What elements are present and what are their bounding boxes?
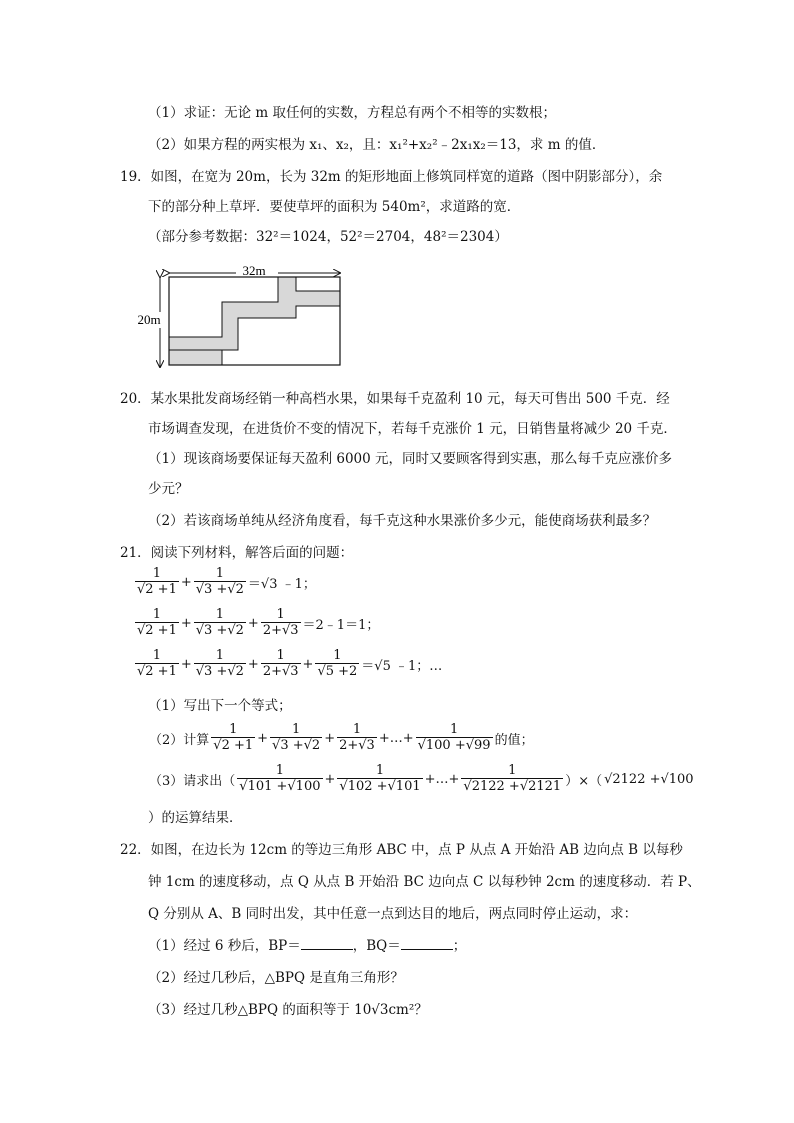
answer-blank-bq — [401, 937, 453, 950]
q18-part2: （2）如果方程的两实根为 x₁、x₂，且：x₁²+x₂²﹣2x₁x₂＝13，求 m 的值． — [148, 137, 606, 153]
q22-part1: （1）经过 6 秒后，BP＝ ，BQ＝ ； — [148, 938, 467, 954]
fraction: $\frac{1}{√2 +1}$ — [137, 607, 177, 638]
height-label: 20m — [137, 312, 161, 327]
q20-line1: 20．某水果批发商场经销一种高档水果，如果每千克盈利 10 元，每天可售出 500 千克．经 — [120, 391, 670, 407]
q21-eq1: $\frac{1}{√2 +1}$ + $\frac{1}{√3 +√2}$ ＝√3 ﹣1； — [137, 566, 316, 597]
q21-eq2: $\frac{1}{√2 +1}$ + $\frac{1}{√3 +√2}$ + $\frac{1}{2+√3}$ ＝2﹣1＝1； — [137, 607, 380, 638]
fraction: $\frac{1}{2+√3}$ — [339, 722, 375, 753]
q22-part2: （2）经过几秒后，△BPQ 是直角三角形？ — [148, 970, 404, 986]
q18-part1: （1）求证：无论 m 取任何的实数，方程总有两个不相等的实数根； — [148, 105, 556, 121]
fraction: $\frac{1}{√2122 +√2121}$ — [463, 763, 562, 794]
q21-eq3: $\frac{1}{√2 +1}$ + $\frac{1}{√3 +√2}$ + $\frac{1}{2+√3}$ + $\frac{1}{√5 +2}$ ＝√5 ﹣1；… — [137, 648, 443, 679]
fraction: $\frac{1}{√5 +2}$ — [317, 648, 358, 679]
q21-intro: 21．阅读下列材料，解答后面的问题： — [120, 545, 354, 561]
q19-line3: （部分参考数据：32²＝1024，52²＝2704，48²＝2304） — [148, 229, 508, 245]
fraction: $\frac{1}{2+√3}$ — [262, 648, 299, 679]
fraction: $\frac{1}{√3 +√2}$ — [195, 648, 244, 679]
fraction: $\frac{1}{2+√3}$ — [262, 607, 299, 638]
q21-part1: （1）写出下一个等式； — [148, 698, 292, 714]
q20-line5: （2）若该商场单纯从经济角度看，每千克这种水果涨价多少元，能使商场获利最多？ — [148, 513, 657, 529]
road-diagram — [132, 255, 352, 373]
q22-line2: 钟 1cm 的速度移动，点 Q 从点 B 开始沿 BC 边向点 C 以每秒钟 2cm 的速度移动．若 P、 — [148, 874, 701, 890]
fraction: $\frac{1}{√102 +√101}$ — [339, 763, 421, 794]
fraction: $\frac{1}{√3 +√2}$ — [272, 722, 321, 753]
fraction: $\frac{1}{√2 +1}$ — [137, 648, 177, 679]
q22-line1: 22．如图，在边长为 12cm 的等边三角形 ABC 中，点 P 从点 A 开始沿 AB 边向点 B 以每秒 — [120, 842, 683, 858]
fraction: $\frac{1}{√101 +√100}$ — [239, 763, 321, 794]
q20-line4: 少元？ — [148, 481, 189, 497]
fraction: $\frac{1}{√100 +√99}$ — [417, 722, 491, 753]
width-label: 32m — [242, 263, 266, 278]
q22-part3: （3）经过几秒△BPQ 的面积等于 10√3cm²？ — [148, 1002, 428, 1018]
shaded-road — [169, 277, 340, 365]
q19-line2: 下的部分种上草坪．要使草坪的面积为 540m²，求道路的宽． — [148, 199, 521, 215]
q19-line1: 19．如图，在宽为 20m，长为 32m 的矩形地面上修筑同样宽的道路（图中阴影部分），余 — [120, 169, 663, 185]
answer-blank-bp — [301, 937, 353, 950]
q22-line3: Q 分别从 A、B 同时出发，其中任意一点到达目的地后，两点同时停止运动，求： — [148, 906, 638, 922]
fraction: $\frac{1}{√2 +1}$ — [213, 722, 254, 753]
q20-line2: 市场调查发现，在进货价不变的情况下，若每千克涨价 1 元，日销售量将减少 20 千克． — [148, 421, 677, 437]
q20-line3: （1）现该商场要保证每天盈利 6000 元，同时又要顾客得到实惠，那么每千克应涨价多 — [148, 451, 673, 467]
fraction: $\frac{1}{√3 +√2}$ — [195, 607, 244, 638]
fraction: $\frac{1}{√2 +1}$ — [137, 566, 177, 597]
q21-part3: （3）请求出（ $\frac{1}{√101 +√100}$ + $\frac{1}{√102 +√101}$ +…+ $\frac{1}{√2122 +√2121}$ ）×（ √2122 +√100 — [149, 763, 694, 794]
fraction: $\frac{1}{√3 +√2}$ — [195, 566, 244, 597]
q21-part3-line2: ）的运算结果． — [148, 810, 243, 826]
q21-part2: （2）计算 $\frac{1}{√2 +1}$ + $\frac{1}{√3 +√2}$ + $\frac{1}{2+√3}$ +…+ $\frac{1}{√100 +√99}$ 的值； — [149, 722, 534, 753]
